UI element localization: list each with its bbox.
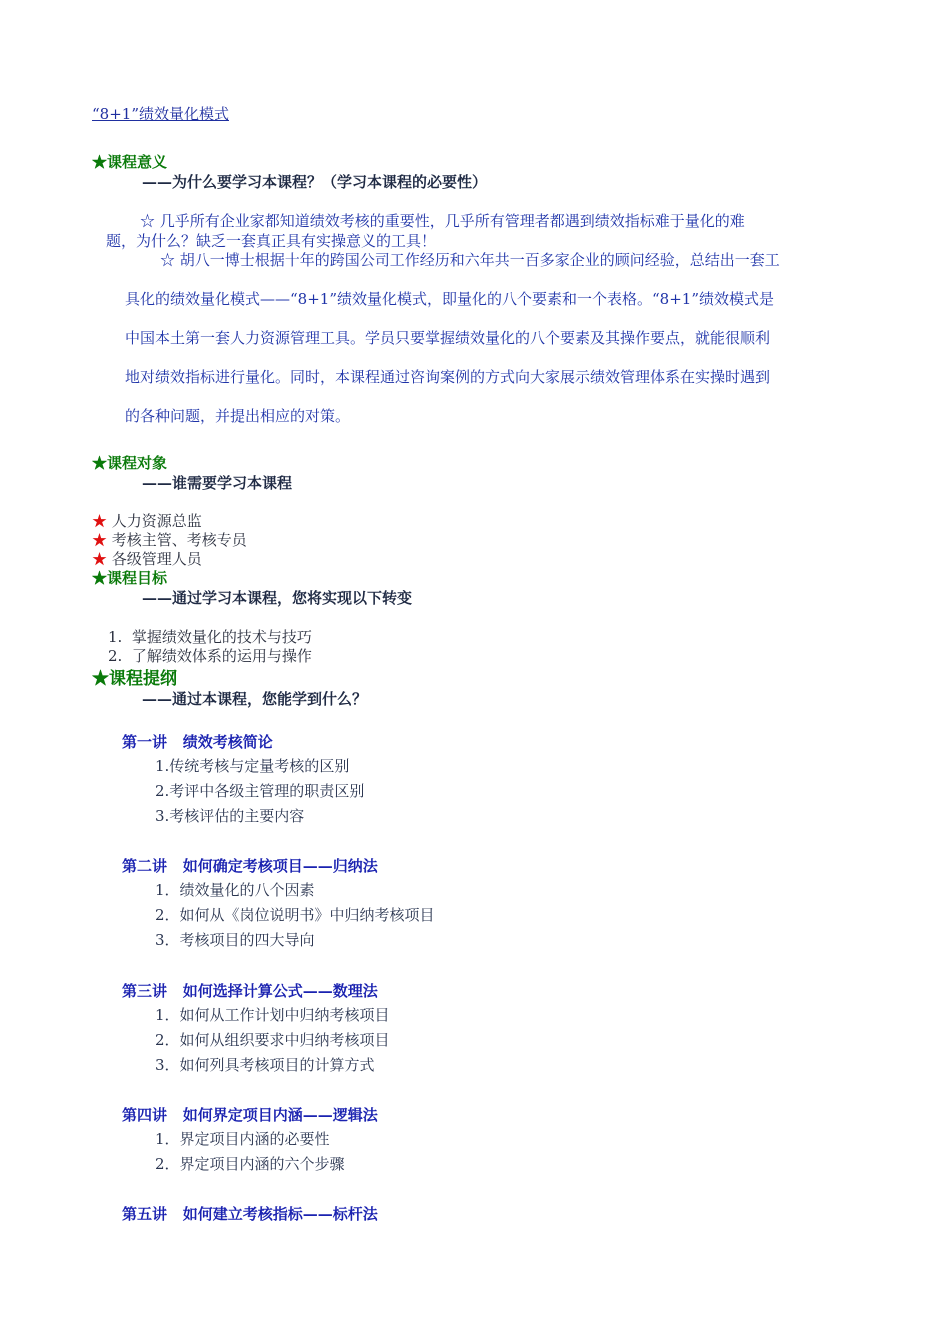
lecture-item: 2．界定项目内涵的六个步骤 (155, 1155, 345, 1173)
meaning-paragraph-line: 题，为什么？缺乏一套真正具有实操意义的工具！ (106, 232, 437, 250)
star-icon: ★ (92, 454, 108, 472)
audience-item: ★ 考核主管、考核专员 (92, 531, 247, 549)
lecture-item: 1．如何从工作计划中归纳考核项目 (155, 1006, 390, 1024)
section-outline-subtitle: ——通过本课程，您能学到什么？ (142, 690, 368, 708)
lecture-item: 3．如何列具考核项目的计算方式 (155, 1056, 375, 1074)
meaning-paragraph-line: 中国本土第一套人力资源管理工具。学员只要掌握绩效量化的八个要素及其操作要点，就能很顺利 (125, 329, 771, 347)
meaning-paragraph-line: 的各种问题，并提出相应的对策。 (125, 407, 351, 425)
lecture-item: 1．界定项目内涵的必要性 (155, 1130, 330, 1148)
lecture-heading: 第四讲 如何界定项目内涵——逻辑法 (122, 1106, 378, 1124)
meaning-paragraph-line: 地对绩效指标进行量化。同时，本课程通过咨询案例的方式向大家展示绩效管理体系在实操时遇到 (125, 368, 771, 386)
lecture-item: 1.传统考核与定量考核的区别 (155, 757, 350, 775)
lecture-item: 2．如何从《岗位说明书》中归纳考核项目 (155, 906, 435, 924)
meaning-paragraph-line: 具化的绩效量化模式——“8+1”绩效量化模式，即量化的八个要素和一个表格。“8+1”绩效模式是 (125, 290, 774, 308)
red-star-icon: ★ (92, 531, 108, 549)
star-icon: ★ (92, 669, 109, 689)
lecture-heading: 第三讲 如何选择计算公式——数理法 (122, 982, 378, 1000)
section-meaning-subtitle: ——为什么要学习本课程？（学习本课程的必要性） (142, 173, 488, 191)
red-star-icon: ★ (92, 550, 108, 568)
red-star-icon: ★ (92, 512, 108, 530)
lecture-item: 1．绩效量化的八个因素 (155, 881, 315, 899)
audience-item: ★ 人力资源总监 (92, 512, 202, 530)
star-icon: ★ (92, 153, 108, 171)
section-goal-heading: ★课程目标 (92, 569, 168, 587)
audience-item: ★ 各级管理人员 (92, 550, 202, 568)
lecture-item: 3．考核项目的四大导向 (155, 931, 315, 949)
lecture-heading: 第一讲 绩效考核简论 (122, 733, 273, 751)
lecture-heading: 第五讲 如何建立考核指标——标杆法 (122, 1205, 378, 1223)
lecture-item: 2.考评中各级主管理的职责区别 (155, 782, 365, 800)
section-outline-heading: ★课程提纲 (92, 669, 177, 689)
document-title[interactable]: “8+1”绩效量化模式 (92, 105, 229, 123)
goal-item: 2. 了解绩效体系的运用与操作 (108, 647, 312, 665)
section-goal-subtitle: ——通过学习本课程，您将实现以下转变 (142, 589, 413, 607)
lecture-item: 3.考核评估的主要内容 (155, 807, 305, 825)
lecture-heading: 第二讲 如何确定考核项目——归纳法 (122, 857, 378, 875)
lecture-item: 2．如何从组织要求中归纳考核项目 (155, 1031, 390, 1049)
meaning-paragraph-line: ☆ 几乎所有企业家都知道绩效考核的重要性，几乎所有管理者都遇到绩效指标难于量化的难 (140, 212, 745, 230)
section-audience-subtitle: ——谁需要学习本课程 (142, 474, 293, 492)
goal-item: 1. 掌握绩效量化的技术与技巧 (108, 628, 312, 646)
section-audience-heading: ★课程对象 (92, 454, 168, 472)
meaning-paragraph-line: ☆ 胡八一博士根据十年的跨国公司工作经历和六年共一百多家企业的顾问经验，总结出一套工 (160, 251, 780, 269)
star-icon: ★ (92, 569, 108, 587)
section-meaning-heading: ★课程意义 (92, 153, 168, 171)
